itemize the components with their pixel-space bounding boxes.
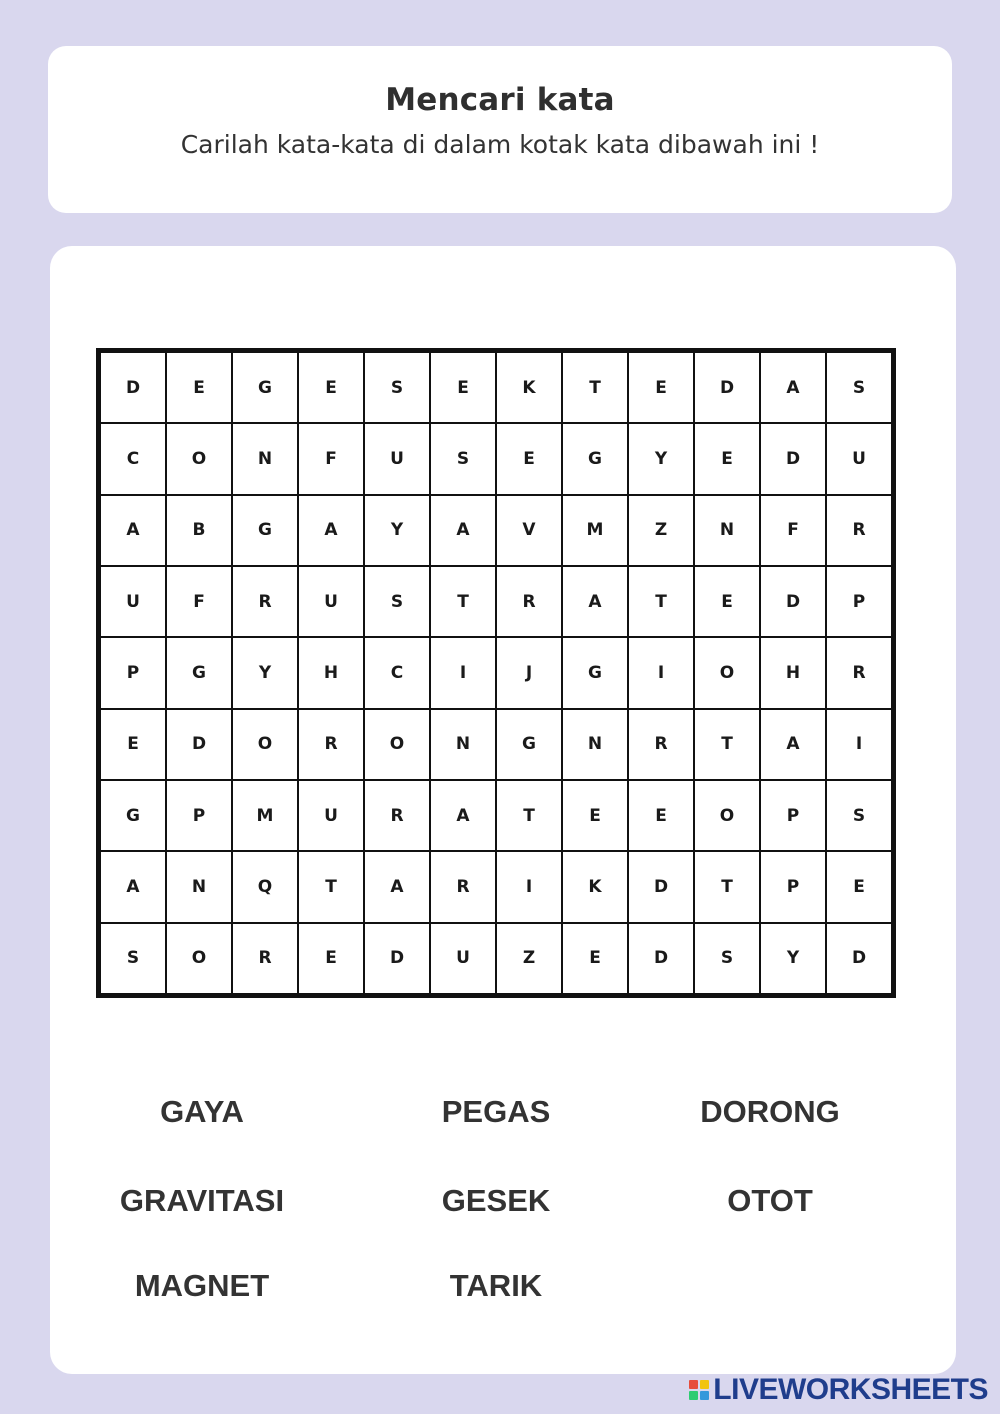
grid-cell[interactable]: U [298, 780, 364, 851]
grid-cell[interactable]: Y [364, 495, 430, 566]
grid-cell[interactable]: E [430, 352, 496, 423]
grid-cell[interactable]: U [826, 423, 892, 494]
word-item: TARIK [449, 1268, 543, 1303]
grid-cell[interactable]: A [760, 709, 826, 780]
page-title: Mencari kata [385, 82, 615, 118]
grid-cell[interactable]: G [232, 352, 298, 423]
grid-cell[interactable]: T [298, 851, 364, 922]
grid-cell[interactable]: U [364, 423, 430, 494]
grid-cell[interactable]: H [760, 637, 826, 708]
grid-cell[interactable]: R [232, 923, 298, 994]
grid-cell[interactable]: G [100, 780, 166, 851]
grid-cell[interactable]: I [496, 851, 562, 922]
grid-cell[interactable]: D [166, 709, 232, 780]
word-item: GRAVITASI [119, 1183, 285, 1218]
grid-cell[interactable]: G [562, 423, 628, 494]
grid-cell[interactable]: R [232, 566, 298, 637]
grid-cell[interactable]: N [562, 709, 628, 780]
grid-cell[interactable]: R [826, 637, 892, 708]
grid-cell[interactable]: N [430, 709, 496, 780]
grid-cell[interactable]: F [166, 566, 232, 637]
grid-cell[interactable]: C [100, 423, 166, 494]
grid-cell[interactable]: T [562, 352, 628, 423]
grid-cell[interactable]: E [496, 423, 562, 494]
word-search-grid[interactable] [96, 348, 896, 998]
grid-cell[interactable]: A [364, 851, 430, 922]
grid-cell[interactable]: M [562, 495, 628, 566]
grid-cell[interactable]: Z [496, 923, 562, 994]
grid-cell[interactable]: N [166, 851, 232, 922]
grid-cell[interactable]: Q [232, 851, 298, 922]
word-item: DORONG [700, 1094, 840, 1129]
worksheet-card [50, 246, 956, 1374]
word-item: MAGNET [134, 1268, 270, 1303]
liveworksheets-logo-icon [689, 1380, 709, 1400]
grid-cell[interactable]: A [760, 352, 826, 423]
grid-cell[interactable]: A [430, 780, 496, 851]
grid-cell[interactable]: S [364, 352, 430, 423]
grid-cell[interactable]: S [694, 923, 760, 994]
grid-cell[interactable]: A [298, 495, 364, 566]
grid-cell[interactable]: S [826, 780, 892, 851]
liveworksheets-logo[interactable] [689, 1372, 988, 1408]
grid-cell[interactable]: R [364, 780, 430, 851]
grid-cell[interactable]: D [694, 352, 760, 423]
grid-cell[interactable]: P [826, 566, 892, 637]
grid-cell[interactable]: D [760, 423, 826, 494]
grid-cell[interactable]: J [496, 637, 562, 708]
grid-cell[interactable]: P [760, 780, 826, 851]
grid-cell[interactable]: O [694, 780, 760, 851]
grid-cell[interactable]: A [430, 495, 496, 566]
grid-cell[interactable]: Z [628, 495, 694, 566]
grid-cell[interactable]: I [826, 709, 892, 780]
grid-cell[interactable]: R [430, 851, 496, 922]
grid-cell[interactable]: Y [760, 923, 826, 994]
grid-cell[interactable]: E [694, 566, 760, 637]
grid-cell[interactable]: K [562, 851, 628, 922]
grid-cell[interactable]: R [628, 709, 694, 780]
grid-cell[interactable]: H [298, 637, 364, 708]
grid-cell[interactable]: D [760, 566, 826, 637]
grid-cell[interactable]: R [298, 709, 364, 780]
grid-cell[interactable]: N [232, 423, 298, 494]
grid-cell[interactable]: E [166, 352, 232, 423]
grid-cell[interactable]: G [496, 709, 562, 780]
grid-cell[interactable]: T [430, 566, 496, 637]
grid-cell[interactable]: A [100, 495, 166, 566]
instructions: Carilah kata-kata di dalam kotak kata dibawah ini ! [180, 130, 820, 159]
grid-cell[interactable]: A [100, 851, 166, 922]
grid-cell[interactable]: U [430, 923, 496, 994]
grid-cell[interactable]: O [166, 923, 232, 994]
grid-cell[interactable]: D [628, 851, 694, 922]
grid-cell[interactable]: K [496, 352, 562, 423]
word-item: OTOT [727, 1183, 813, 1218]
grid-cell[interactable]: I [628, 637, 694, 708]
grid-cell[interactable]: G [562, 637, 628, 708]
grid-cell[interactable]: E [826, 851, 892, 922]
grid-cell[interactable]: O [364, 709, 430, 780]
grid-cell[interactable]: E [562, 780, 628, 851]
grid-cell[interactable]: G [232, 495, 298, 566]
grid-cell[interactable]: S [100, 923, 166, 994]
grid-cell[interactable]: O [232, 709, 298, 780]
grid-cell[interactable]: E [298, 923, 364, 994]
grid-cell[interactable]: M [232, 780, 298, 851]
grid-cell[interactable]: E [562, 923, 628, 994]
grid-cell[interactable]: Y [628, 423, 694, 494]
grid-cell[interactable]: T [694, 709, 760, 780]
grid-cell[interactable]: R [826, 495, 892, 566]
grid-cell[interactable]: E [628, 352, 694, 423]
grid-cell[interactable]: D [628, 923, 694, 994]
logo-text: LIVEWORKSHEETS [713, 1373, 988, 1406]
grid-cell[interactable]: Y [232, 637, 298, 708]
grid-cell[interactable]: A [562, 566, 628, 637]
grid-cell[interactable]: O [694, 637, 760, 708]
word-item: PEGAS [441, 1094, 551, 1129]
grid-cell[interactable]: D [364, 923, 430, 994]
grid-cell[interactable]: D [826, 923, 892, 994]
word-item: GAYA [160, 1094, 244, 1129]
grid-cell[interactable]: N [694, 495, 760, 566]
grid-cell[interactable]: S [826, 352, 892, 423]
grid-cell[interactable]: T [694, 851, 760, 922]
grid-cell[interactable]: V [496, 495, 562, 566]
grid-cell[interactable]: S [364, 566, 430, 637]
grid-cell[interactable]: C [364, 637, 430, 708]
grid-cell[interactable]: P [100, 637, 166, 708]
grid-cell[interactable]: E [298, 352, 364, 423]
grid-cell[interactable]: E [628, 780, 694, 851]
grid-cell[interactable]: E [694, 423, 760, 494]
grid-cell[interactable]: S [430, 423, 496, 494]
header-card [48, 46, 952, 213]
grid-cell[interactable]: P [166, 780, 232, 851]
grid-cell[interactable]: T [628, 566, 694, 637]
grid-cell[interactable]: F [760, 495, 826, 566]
grid-cell[interactable]: U [298, 566, 364, 637]
grid-cell[interactable]: P [760, 851, 826, 922]
grid-cell[interactable]: U [100, 566, 166, 637]
word-item: GESEK [441, 1183, 551, 1218]
grid-cell[interactable]: O [166, 423, 232, 494]
grid-cell[interactable]: T [496, 780, 562, 851]
grid-cell[interactable]: I [430, 637, 496, 708]
grid-cell[interactable]: R [496, 566, 562, 637]
grid-cell[interactable]: F [298, 423, 364, 494]
grid-cell[interactable]: E [100, 709, 166, 780]
grid-cell[interactable]: G [166, 637, 232, 708]
grid-cell[interactable]: D [100, 352, 166, 423]
grid-cell[interactable]: B [166, 495, 232, 566]
